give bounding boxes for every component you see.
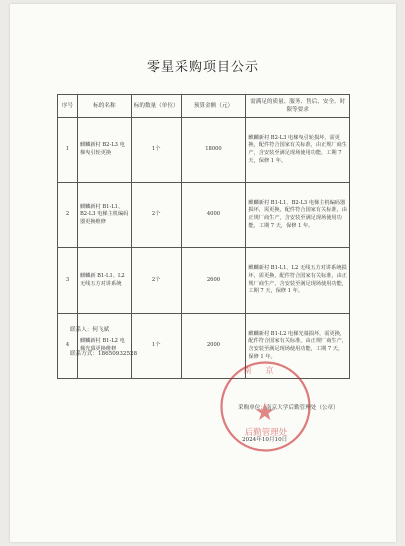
row-no: 3 (58, 248, 78, 314)
table-header-row (58, 95, 350, 118)
row-name: 麒麟新村 B1-L2 电梯光幕更换维修 (77, 314, 131, 379)
row-budget: 2600 (181, 248, 246, 314)
row-budget: 18000 (181, 118, 246, 183)
header-name: 标的名称 (77, 95, 131, 118)
row-requirements: 麒麟新村 B1-L1、B2-L3 电梯主机编码器损坏，需更换，配件符合国家有关标准，由正规厂商生产，含安装至满足现场使用功能，工期 7 天，保修 1 年。 (246, 183, 350, 248)
header-requirements: 需满足的质量、服务、售后、安全、时限等要求 (246, 95, 350, 118)
row-name: 麒麟新 B1-L1、L2 无线五方对讲系统 (77, 248, 131, 314)
row-no: 2 (58, 183, 78, 248)
header-budget: 预算金额（元） (181, 95, 246, 118)
signature-unit: 采购单位：南京大学后勤管理处（公章） (238, 405, 339, 411)
header-no: 序号 (58, 95, 78, 118)
table-row (58, 183, 350, 248)
procurement-table (57, 94, 350, 379)
header-qty: 标的数量（单位） (131, 95, 181, 118)
row-qty: 1个 (131, 118, 181, 183)
seal-star-icon: ★ (254, 398, 276, 426)
seal-bottom-text: 后勤管理处 (244, 428, 288, 438)
row-budget: 4000 (181, 183, 246, 248)
seal-top-text: 南京 (243, 366, 288, 375)
row-no: 1 (58, 118, 78, 183)
contact-phone: 联系方式：18650932528 (70, 351, 138, 357)
row-qty: 1个 (131, 314, 181, 379)
row-budget: 2000 (181, 314, 246, 379)
document-page (10, 4, 396, 542)
row-requirements: 麒麟新村 B1-L1、L2 无线五方对讲系统损坏，需更换，配件符合国家有关标准，由正规厂商生产，含安装至满足现场使用功能，工期 7 天，保修 1 年。 (246, 248, 350, 314)
row-requirements: 麒麟新村 B1-L2 电梯光幕损坏，需更换，配件符合国家有关标准，由正规厂商生产，含安装至满足现场使用功能，工期 7 天，保修 1 年。 (246, 314, 350, 379)
signature-date: 2024年10月10日 (242, 437, 288, 443)
row-name: 麒麟新村 B1-L1、B2-L3 电梯主机编码器更换维修 (77, 183, 131, 248)
row-name: 麒麟新村 B2-L3 电梯曳引轮更换 (77, 118, 131, 183)
row-requirements: 麒麟新村 B2-L3 电梯曳引轮损坏，需更换，配件符合国家有关标准，由正规厂商生产，含安装至满足现场使用功能，工期 7 天，保修 1 年。 (246, 118, 350, 183)
row-qty: 2个 (131, 183, 181, 248)
table-row (58, 248, 350, 314)
contact-person: 联系人：何飞斌 (70, 327, 110, 333)
row-qty: 2个 (131, 248, 181, 314)
table-row (58, 118, 350, 183)
page-title: 零星采购项目公示 (146, 60, 259, 75)
row-no: 4 (58, 314, 78, 379)
